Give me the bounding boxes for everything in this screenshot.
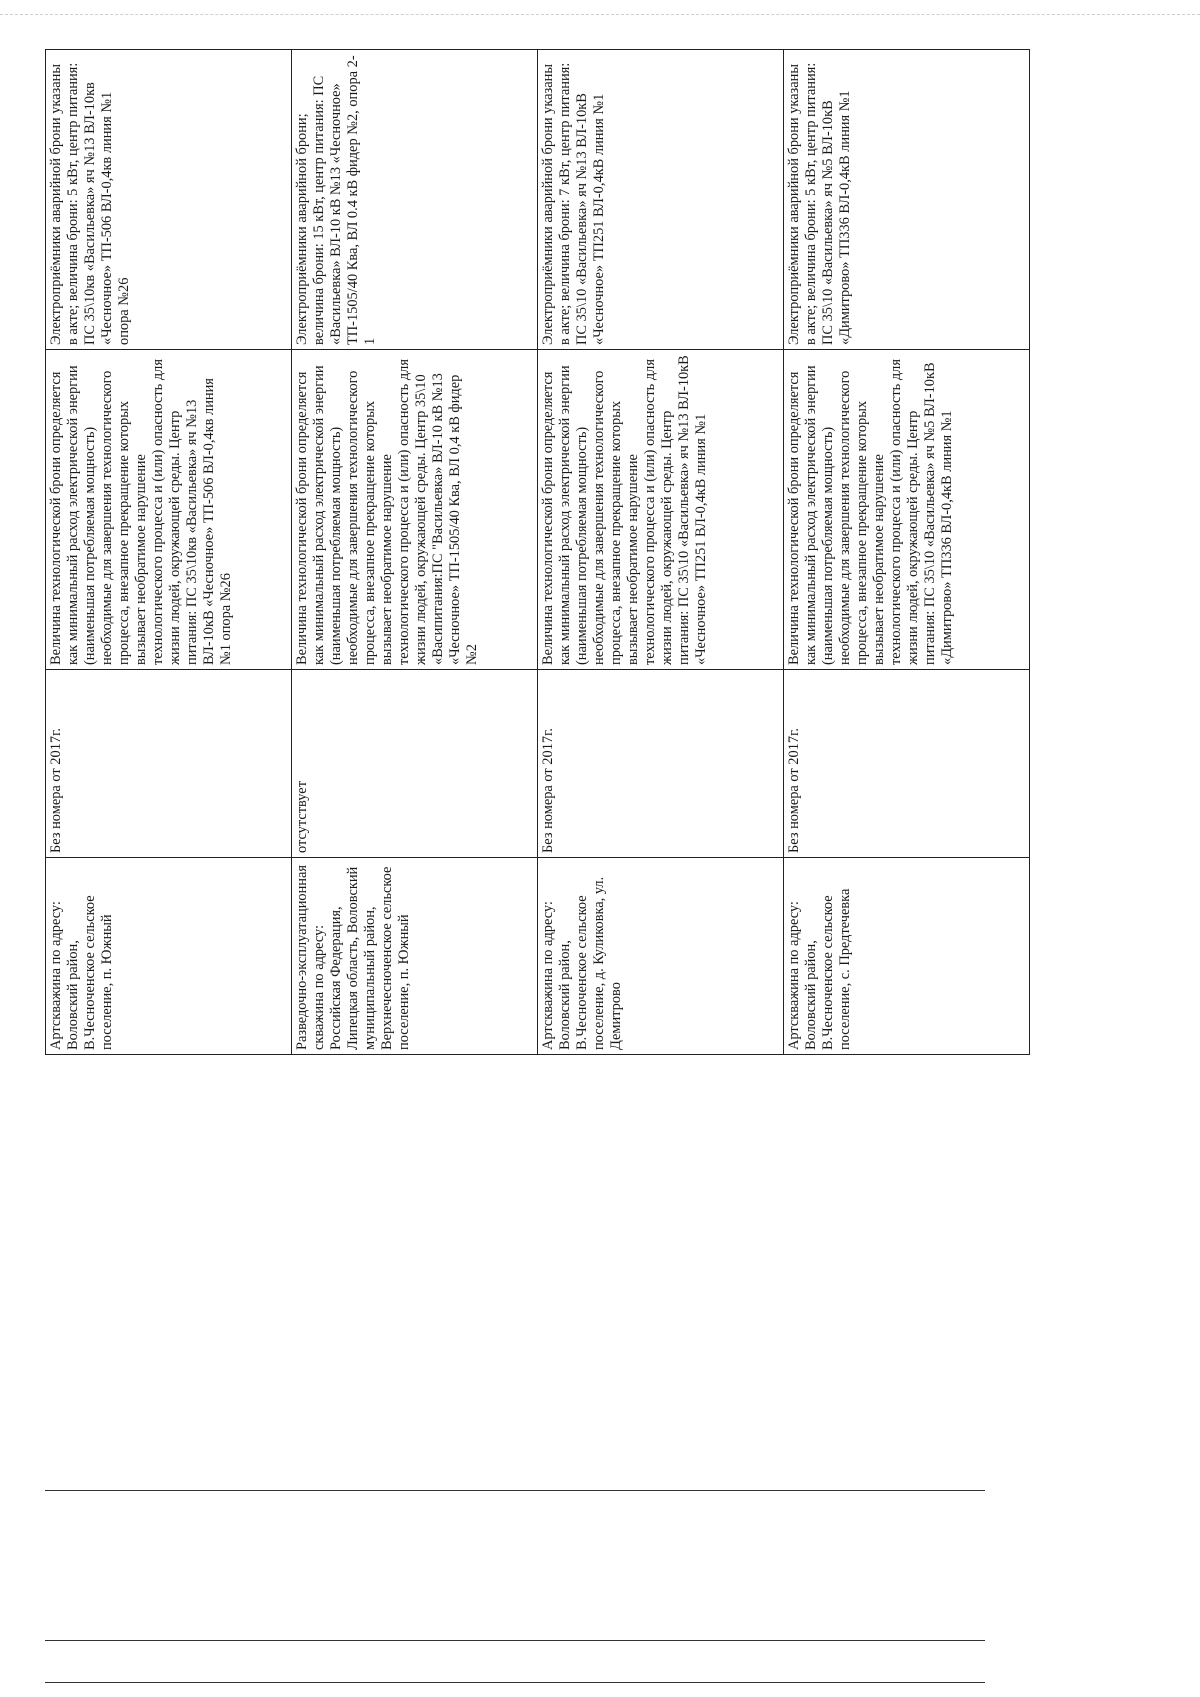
object-cell: Разведочно-эксплуатационная скважина по адресу: Российская Федерация, Липецкая область, Воловский муниципальный район, Верхнечесноченское сельское поселение, п. Южный	[292, 858, 538, 1055]
reserve-table	[45, 49, 1030, 1055]
signature-line	[45, 1682, 985, 1683]
tech-reserve-cell: Величина технологической брони определяется как минимальный расход электрической энергии (наименьшая потребляемая мощность) необходимые для завершения технологического процесса, внезапное прекращение которых вызывает необратимое нарушение технологического процесса и (или) опасность для жизни людей, окружающей среды. Центр питания: ПС 35\10 «Васильевка» яч №5 ВЛ-10кВ «Димитрово» ТП336 ВЛ-0,4кВ линия №1	[784, 350, 1030, 670]
table-row	[292, 50, 538, 1055]
table-row	[784, 50, 1030, 1055]
object-cell: Артскважина по адресу: Воловский район, В.Чесноченское сельское поселение, д. Куликовка, ул. Демитрово	[538, 858, 784, 1055]
act-cell: Без номера от 2017г.	[46, 670, 292, 858]
emergency-reserve-cell: Электроприёмники аварийной брони; величина брони: 15 кВт, центр питания: ПС «Васильевка» ВЛ-10 кВ №13 «Чесночное» ТП-1505/40 Ква, ВЛ 0.4 кВ фидер №2, опора 2-1	[292, 50, 538, 350]
emergency-reserve-cell: Электроприёмники аварийной брони указаны в акте; величина брони: 7 кВт, центр питания: ПС 35\10 «Васильевка» яч №13 ВЛ-10кВ «Чесночное» ТП251 ВЛ-0,4кВ линия №1	[538, 50, 784, 350]
act-cell: Без номера от 2017г.	[538, 670, 784, 858]
signature-line	[45, 1490, 985, 1491]
object-cell: Артскважина по адресу: Воловский район, В.Чесноченское сельское поселение, п. Южный	[46, 858, 292, 1055]
emergency-reserve-cell: Электроприёмники аварийной брони указаны в акте; величина брони: 5 кВт, центр питания: ПС 35\10кв «Васильевка» яч №13 ВЛ-10кв «Чесночное» ТП-506 ВЛ-0,4кв линия №1 опора №26	[46, 50, 292, 350]
object-cell: Артскважина по адресу: Воловский район, В.Чесноченское сельское поселение, с. Предтечевка	[784, 858, 1030, 1055]
signature-line	[45, 1640, 985, 1641]
tech-reserve-cell: Величина технологической брони определяется как минимальный расход электрической энергии (наименьшая потребляемая мощность) необходимые для завершения технологического процесса, внезапное прекращение которых вызывает необратимое нарушение технологического процесса и (или) опасность для жизни людей, окружающей среды. Центр питания: ПС 35\10кв «Васильевка» яч №13 ВЛ-10кВ «Чесночное» ТП-506 ВЛ-0,4кв линия №1 опора №26	[46, 350, 292, 670]
emergency-reserve-cell: Электроприёмники аварийной брони указаны в акте; величина брони: 5 кВт, центр питания: ПС 35\10 «Васильевка» яч №5 ВЛ-10кВ «Димитрово» ТП336 ВЛ-0,4кВ линия №1	[784, 50, 1030, 350]
act-cell: Без номера от 2017г.	[784, 670, 1030, 858]
table-row	[538, 50, 784, 1055]
table-row	[46, 50, 292, 1055]
tech-reserve-cell: Величина технологической брони определяется как минимальный расход электрической энергии (наименьшая потребляемая мощность) необходимые для завершения технологического процесса, внезапное прекращение которых вызывает необратимое нарушение технологического процесса и (или) опасность для жизни людей, окружающей среды. Центр 35\10 «Васипитания:ПС "Васильевка» ВЛ-10 кВ №13 «Чесночное» ТП-1505/40 Ква, ВЛ 0,4 кВ фидер №2	[292, 350, 538, 670]
scan-edge	[0, 0, 1200, 15]
tech-reserve-cell: Величина технологической брони определяется как минимальный расход электрической энергии (наименьшая потребляемая мощность) необходимые для завершения технологического процесса, внезапное прекращение которых вызывает необратимое нарушение технологического процесса и (или) опасность для жизни людей, окружающей среды. Центр питания: ПС 35\10 «Васильевка» яч №13 ВЛ-10кВ «Чесночное» ТП251 ВЛ-0,4кВ линия №1	[538, 350, 784, 670]
rotated-table-wrapper	[45, 50, 1030, 1055]
act-cell: отсутствует	[292, 670, 538, 858]
